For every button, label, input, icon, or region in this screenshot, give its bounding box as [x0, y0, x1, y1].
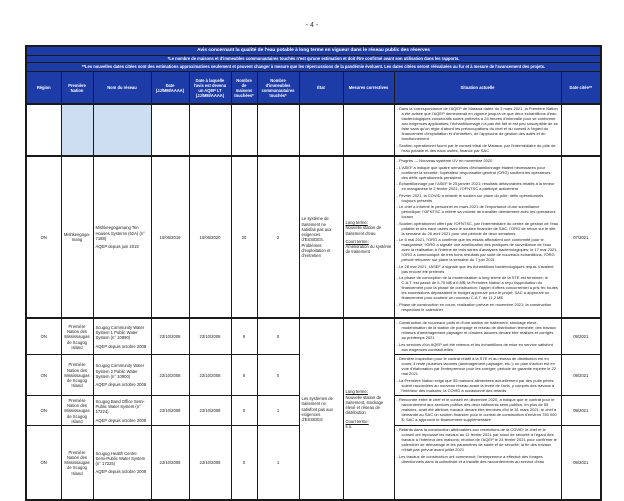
- cell-date: 10/06/2019: [151, 156, 189, 318]
- col-header-buildings: Nombre d'immeubles communautaires touchés*: [257, 71, 299, 104]
- cell-homes: 0: [231, 396, 257, 426]
- cell-buildings: [257, 104, 299, 156]
- col-header-measures: Mesures correctives: [343, 71, 394, 104]
- cell-cited-date: 09/2021: [561, 355, 601, 396]
- cell-date-ltdwa: 23/10/2008: [189, 426, 231, 500]
- cell-situation: [394, 104, 561, 156]
- cell-cited-date: 07/2021: [561, 156, 601, 318]
- cell-network: [93, 396, 151, 426]
- table-note-1: *Le nombre de maisons et d'immeubles communautaires touchés n'est qu'une estimation et doit être confirmé avant son utilisation dans les rapports.: [26, 55, 601, 62]
- cell-region: ON: [26, 355, 61, 396]
- situation-bullet: - Rencontre entre le chef et le conseil en décembre 2020, a indiqué que le contrat pour le raccordement aux services publics des deux bâtiments semi-publics, en plus de 55 maisons, avait été attribué; travaux devant être terminés d'ici le 31 mars 2021; le chef a demandé au SAC un soutien financier pour le contrat de construction d'environ 750 000 $; SAC a approuvé le financement supplémentaire: [397, 397, 559, 422]
- col-header-first-nation: Première Nation: [61, 71, 93, 104]
- cell-region: ON: [26, 156, 61, 318]
- cell-first-nation-highlighted: [61, 104, 93, 156]
- measure-short-term-text: Amélioration du système de traitement: [345, 244, 392, 255]
- measure-short-term-label: Court terme:: [345, 238, 369, 244]
- situation-bullet: - Les travaux de construction ont commencé; l'entrepreneur a effectué des forages directionnels dans la collectivité et a installé des raccordements au service d'eau: [397, 454, 559, 464]
- cell-buildings: 1: [257, 426, 299, 500]
- cell-status-merged: Les systèmes de traitement ne satisfont pas aux exigences d'ESSIDES: [299, 318, 343, 500]
- cell-date: 23/10/2008: [151, 355, 189, 396]
- cell-homes: 20: [231, 156, 257, 318]
- cell-cited-date: 09/2021: [561, 318, 601, 355]
- cell-situation: [394, 156, 561, 318]
- col-header-date: Date (JJ/MM/AAAA): [151, 71, 189, 104]
- cell-situation: [394, 318, 561, 355]
- cell-measures: [343, 104, 394, 156]
- table-row-mishkeegogamang: [26, 156, 601, 318]
- page-number: - 4 -: [305, 22, 319, 29]
- cell-region: ON: [26, 318, 61, 355]
- network-since: AQEP depuis juin 2019: [95, 244, 139, 250]
- situation-bullet: - Les services d'un AQEP ont été retenus et les échantillons de mise en service satisfont aux exigences contractuelles: [397, 342, 559, 352]
- situation-bullet: - Retards dans la construction attribuables aux restrictions de la COVID; le chef et le conseil ont repoussé les travaux au 11 février 2021 par souci de sécurité à l'égard des travaux à l'intérieur des maisons; réunion de l'AQEP le 24 février 2021 pour confirmer le calendrier de démarrage et les paramètres de santé et de sécurité; la fin des travaux n'était pas prévue avant juillet 2021: [397, 427, 559, 452]
- cell-first-nation: Première Nation des Mississaugas de Scugog Island: [61, 396, 93, 426]
- cell-buildings: 1: [257, 396, 299, 426]
- network-name: Scugog Health Centre Semi-Public Water System (n° 17225): [95, 450, 146, 467]
- cell-first-nation: Première Nation des Mississaugas de Scugog Island: [61, 426, 93, 500]
- cell-first-nation: Première Nation des Mississaugas de Scugog Island: [61, 355, 93, 396]
- cell-homes: 6: [231, 355, 257, 396]
- measure-short-term-label: Court terme:: [345, 418, 369, 424]
- situation-bullet: - Soutien opérationnel offert par l'OFNTSC, par l'intermédiaire du centre de gestion de l'eau potable et des eaux usées avec le soutien financier de SAC; l'ORG de retour sur le site la semaine du 26 avril 2021 pour une période de deux semaines: [397, 221, 559, 236]
- header-row: [26, 71, 601, 104]
- situation-bullet: - Phase de construction en cours; réalisation prévue en novembre 2021; la construction respectant le calendrier: [397, 302, 559, 312]
- cell-homes: [231, 104, 257, 156]
- cell-date-ltdwa: 10/06/2020: [189, 156, 231, 318]
- cell-network: [93, 355, 151, 396]
- situation-bullet: - Le 28 mai 2021, l'ASEF a signalé que les échantillons bactériologiques requis n'avaient pas encore été prélevés: [397, 264, 559, 274]
- cell-date: 23/10/2008: [151, 318, 189, 355]
- situation-bullet: - Dernière inspection pour le contrat relatif à la STE et au réseau de distribution est en cours; il reste plusieurs lacunes (aménagement paysager, etc.); un plan d'action est en voie d'élaboration par l'entrepreneur pour les corriger; période de garantie expirée le 22 mai 2021: [397, 356, 559, 376]
- network-since: AQEP depuis octobre 2008: [95, 382, 147, 388]
- cell-date-ltdwa: 23/10/2008: [189, 396, 231, 426]
- cell-situation: [394, 396, 561, 426]
- table-note-2: **Les nouvelles dates citées sont des estimations approximatives seulement et peuvent changer à mesure que les répercussions de la pandémie évoluent. Les dates citées seront réévaluées au fur et à mesure de l'avancement des projets.: [26, 62, 601, 71]
- cell-network: [93, 156, 151, 318]
- cell-situation: [394, 426, 561, 500]
- situation-bullet: - Février 2021, la COVID a retardé le soutien sur place du pôle; défis opérationnels toujours présents: [397, 193, 559, 203]
- cell-status: [299, 104, 343, 156]
- cell-situation: [394, 355, 561, 396]
- col-header-cited-date: Date citée**: [561, 71, 601, 104]
- cell-status: Le système de traitement ne satisfait pas aux exigences d'ESSIDES. Problèmes d'exploitation et d'entretien: [299, 156, 343, 318]
- network-name: Scugog Community Water System 2 Public Water System (n° 10900): [95, 363, 145, 379]
- cell-network: [93, 318, 151, 355]
- situation-bullet: - La Première Nation exige que 55 maisons alimentées actuellement par des puits privés soient raccordées au nouveau réseau avant la levée de l'avis, y compris des travaux à l'intérieur des maisons; la COVID a occasionné des retards: [397, 378, 559, 393]
- measure-long-term-text: Nouvelle station de traitement d'eau: [345, 225, 382, 236]
- cell-buildings: 0: [257, 318, 299, 355]
- measure-long-term-text: Nouvelle station de traitement, stockage élevé et réseau de distribution: [345, 394, 384, 416]
- cell-network: [93, 426, 151, 500]
- situation-bullet: - L'ASEF a indiqué que quatre semaines d'échantillonnage étaient nécessaires pour confirmer la sécurité; l'opérateur responsable général (ORG) soutient les opérateurs; des défis opérationnels persistent: [397, 165, 559, 180]
- cell-date-ltdwa: 23/10/2008: [189, 355, 231, 396]
- cell-first-nation: Mishkeegoga-mang: [61, 156, 93, 318]
- cell-date: [151, 104, 189, 156]
- cell-region: ON: [26, 396, 61, 426]
- col-header-date-ltdwa: Date à laquelle l'avis est devenu un AQEP LT (JJ/MM/AAAA): [189, 71, 231, 104]
- cell-measures-merged: [343, 318, 394, 500]
- cell-homes: 0: [231, 426, 257, 500]
- cell-date: 23/10/2008: [151, 396, 189, 426]
- network-since: AQEP depuis octobre 2008: [95, 469, 147, 475]
- network-since: AQEP depuis octobre 2008: [95, 343, 147, 349]
- network-name: Scugog Band Office Semi-Public Water System (n° 17224): [95, 398, 145, 415]
- cell-buildings: 0: [257, 355, 299, 396]
- situation-bullet: - Le chef a informé le personnel en mars 2021 de l'importance d'une surveillance périodique; l'OFNTSC a réitéré sa volonté de travailler directement avec les opérateurs locaux: [397, 204, 559, 219]
- cell-region: [26, 104, 61, 156]
- situation-bullet: - Soutien opérationnel fourni par le conseil tribal de Matawa, par l'intermédiaire du pôle de l'eau potable et des eaux usées, financé par SAC: [397, 143, 559, 153]
- cell-cited-date: 09/2021: [561, 396, 601, 426]
- cell-cited-date: 09/2021: [561, 426, 601, 500]
- cell-homes: 9: [231, 318, 257, 355]
- col-header-network-name: Nom du réseau: [93, 71, 151, 104]
- table-row-scugog-community-1: [26, 318, 601, 355]
- situation-bullet: - Échantillonnage par l'ASEF le 25 janvier 2021; résultats défavorables relatifs à la teneur en manganèse le 2 février 2021; l'OFNTSC a participé activement: [397, 181, 559, 191]
- cell-measures: [343, 156, 394, 318]
- table-row-continuation: [26, 104, 601, 156]
- col-header-status: État: [299, 71, 343, 104]
- measure-short-term-text: s.o.: [345, 423, 353, 429]
- advisories-table: [25, 45, 602, 501]
- situation-bullet: - La phase de conception de la modernisation à long terme de la STE est terminée; le C.A.T. est passé de 5,75 M$ à 6 M$; la Première Nation a reçu l'approbation du financement pour la phase de construction; l'appel d'offres concurrentiel a pris fin; toutes les soumissions dépassaient le budget approuvé pour le projet; SAC a approuvé un financement pour soutenir un nouveau C.A.T. de 11,2 M$: [397, 275, 559, 300]
- col-header-situation: Situation actuelle: [394, 71, 561, 104]
- network-since: AQEP depuis octobre 2008: [95, 417, 147, 423]
- cell-date-ltdwa: [189, 104, 231, 156]
- measure-long-term-label: Long terme:: [345, 220, 368, 226]
- network-name: Mishkeegogamang Ten Houses Systems (62A) (n° 7188): [95, 225, 145, 241]
- situation-bullet: - Dans la correspondance de l'AQEP de Matawa datée du 3 mars 2021, la Première Nation a été avisée que l'AQEP demeurerait en vigueur jusqu'à ce que deux échantillons d'eau bactériologiques consécutifs soient prélevés à 24 heures d'intervalle pour se conformer aux exigences applicables; l'échantillonnage n'a pas été fait et est peu susceptible de se faire sans qu'on règle d'abord les préoccupations du chef et du conseil à l'égard du financement d'exploitation et d'entretien, de l'approche de gestion des actifs et du fonctionnement: [397, 106, 559, 141]
- cell-network-highlighted: [93, 104, 151, 156]
- cell-region: ON: [26, 426, 61, 500]
- col-header-homes: Nombre de maisons touchées*: [231, 71, 257, 104]
- network-name: Scugog Community Water System 1 Public Water System (n° 10890): [95, 324, 145, 341]
- situation-bullet: - Construction de nouveaux puits et d'une station de traitement, stockage élevé, modernisation de la station de pompage et réseau de distribution terminée; des travaux mineurs d'aménagement paysager et d'autres lacunes devant être réalisés et corrigés au printemps 2021: [397, 320, 559, 340]
- situation-bullet: - Le 5 mai 2021, l'ORG a confirmé que les essais affichaient une conformité pour le manganèse; l'ORG a signalé une amélioration des pratiques de surveillance de l'eau avec la réalisation à l'interne de trois séries d'analyses bactériologiques; le 17 mai 2021, l'ORG a communiqué de très bons résultats par suite de nouveaux échantillons; l'ORG prévoit retourner sur place la semaine du 7 juin 2021: [397, 237, 559, 262]
- col-header-region: Région: [26, 71, 61, 104]
- cell-cited-date: [561, 104, 601, 156]
- measure-long-term-label: Long terme:: [345, 389, 368, 395]
- cell-date-ltdwa: 23/10/2008: [189, 318, 231, 355]
- situation-bullet: - Progrès — Nouveau système UV en novembre 2020: [397, 158, 559, 163]
- cell-first-nation: Première Nation des Mississaugas de Scugog Island: [61, 318, 93, 355]
- table-title: Avis concernant la qualité de l'eau potable à long terme en vigueur dans le réseau public des réserves: [26, 46, 601, 55]
- cell-buildings: 2: [257, 156, 299, 318]
- cell-date: 23/10/2008: [151, 426, 189, 500]
